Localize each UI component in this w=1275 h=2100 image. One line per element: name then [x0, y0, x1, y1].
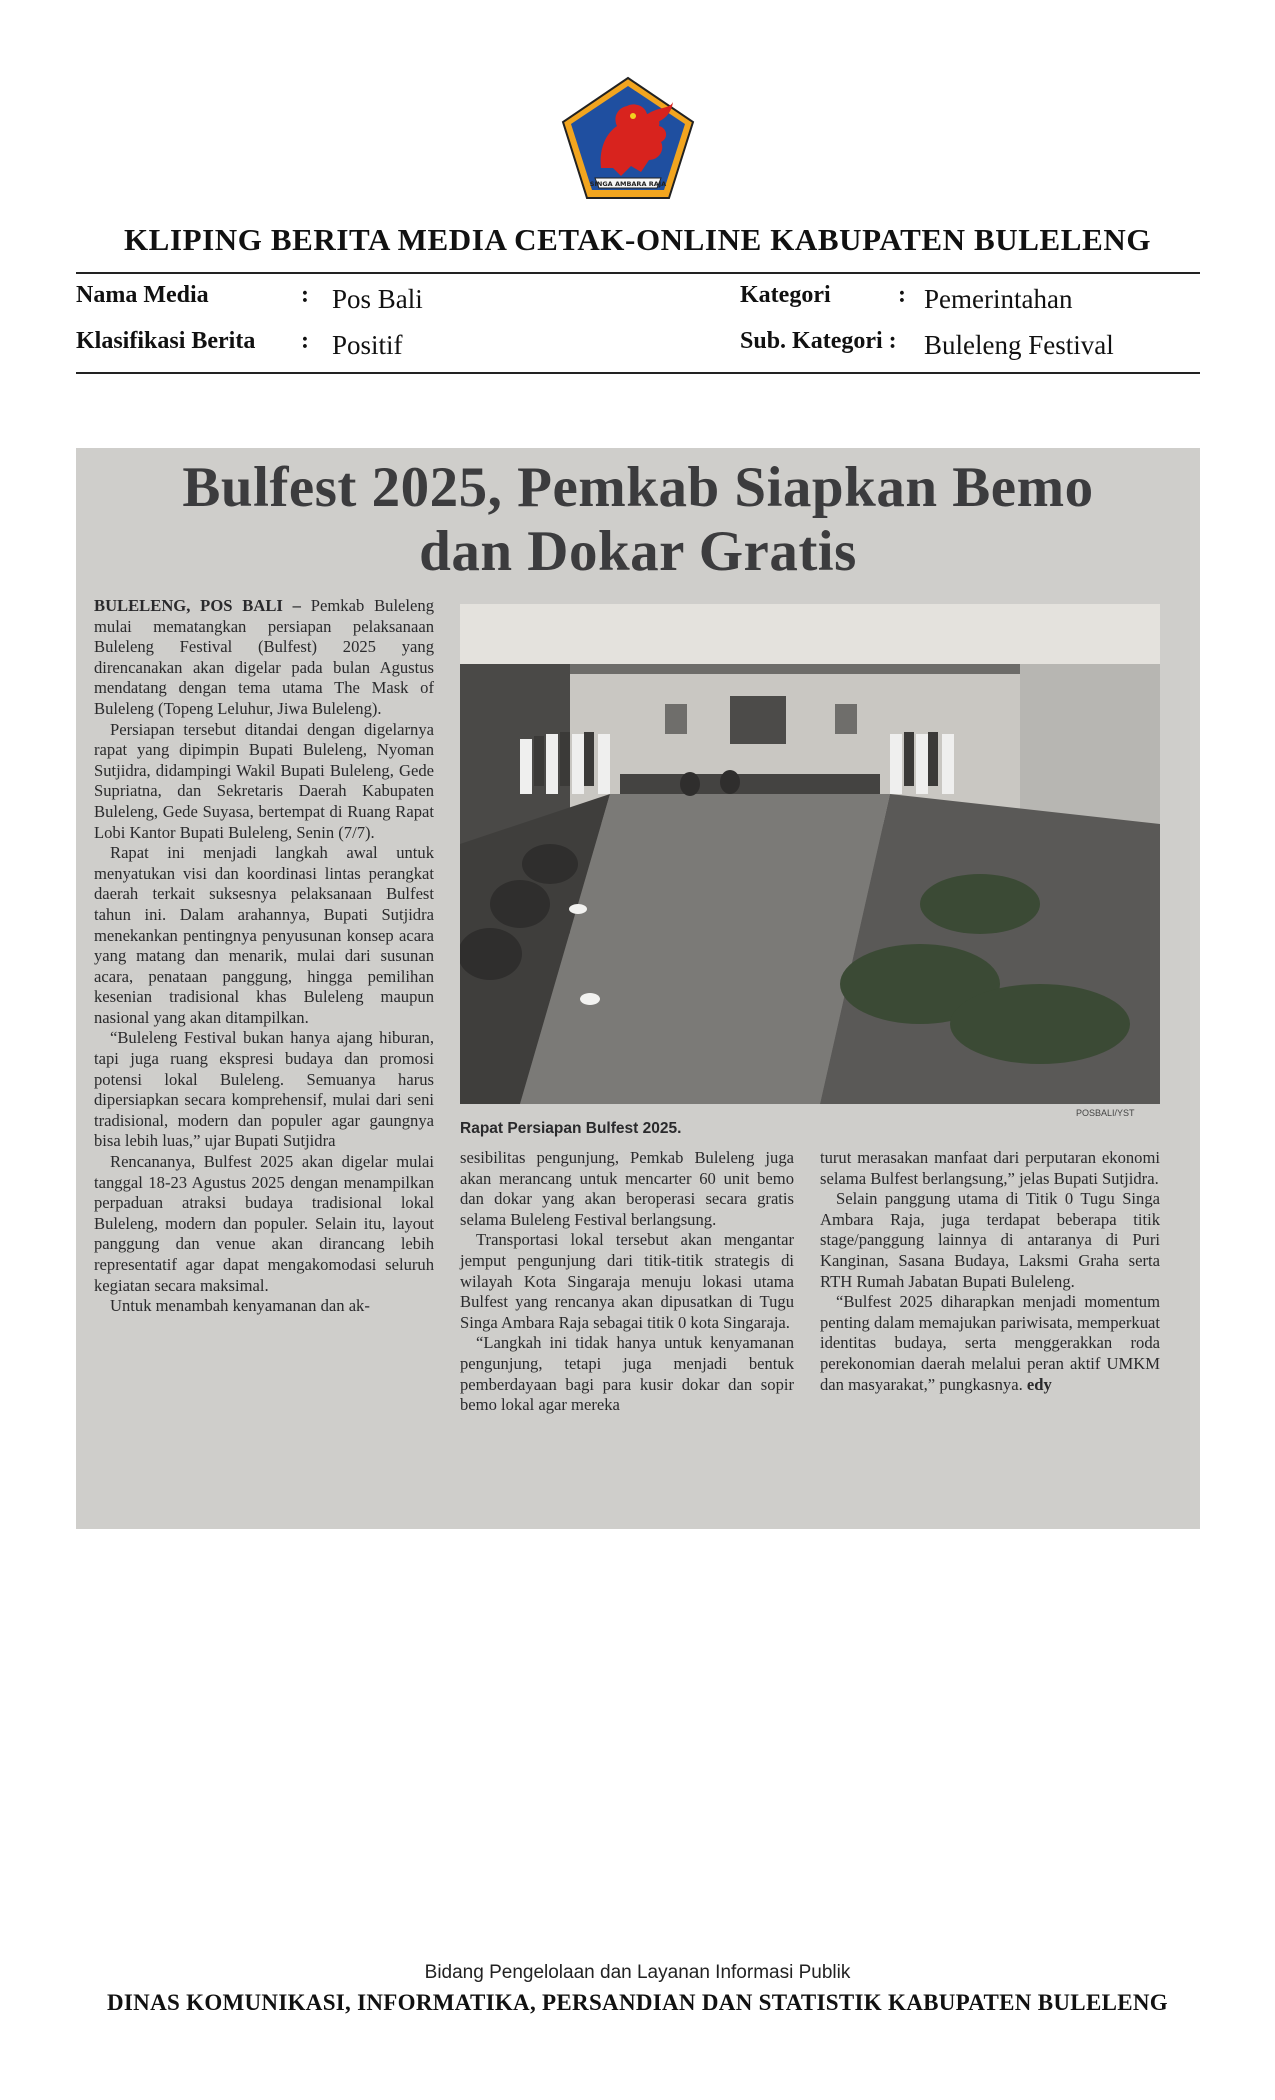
paragraph: “Langkah ini tidak hanya untuk kenyamanan pengunjung, tetapi juga menjadi bentuk pemberdayaan bagi para kusir dokar dan sopir bemo lokal agar mereka: [460, 1333, 794, 1415]
header-divider-bottom: [76, 372, 1200, 374]
headline-line-1: Bulfest 2025, Pemkab Siapkan Bemo: [182, 456, 1094, 519]
kategori-colon: :: [898, 282, 906, 308]
kategori-value: Pemerintahan: [924, 284, 1073, 314]
byline: edy: [1026, 1374, 1052, 1394]
dateline: BULELENG, POS BALI –: [94, 596, 301, 615]
subkategori-label: Sub. Kategori :: [740, 328, 897, 354]
klasifikasi-label: Klasifikasi Berita: [76, 328, 256, 354]
paragraph: Persiapan tersebut ditandai dengan digelarnya rapat yang dipimpin Bupati Buleleng, Nyoman Sutjidra, didampingi Wakil Bupati Buleleng, Gede Supriatna, dan Sekretaris Daerah Kabupaten Buleleng, Gede Suyasa, bertempat di Ruang Rapat Lobi Kantor Bupati Buleleng, Senin (7/7).: [94, 719, 434, 842]
document-title: KLIPING BERITA MEDIA CETAK-ONLINE KABUPATEN BULELENG: [123, 222, 1152, 257]
headline-line-2: dan Dokar Gratis: [419, 520, 857, 583]
paragraph: Rencananya, Bulfest 2025 akan digelar mulai tanggal 18-23 Agustus 2025 dengan menampilkan perpaduan atraksi budaya tradisional lokal Buleleng, modern dan populer. Selain itu, layout panggung dan venue akan dirancang lebih representatif agar dapat mengakomodasi seluruh kegiatan secara maksimal.: [94, 1152, 434, 1295]
media-label: Nama Media: [76, 282, 209, 308]
paragraph: Selain panggung utama di Titik 0 Tugu Singa Ambara Raja, juga terdapat beberapa titik stage/panggung lainnya di antaranya di Puri Kanginan, Sasana Budaya, Laksmi Graha serta RTH Rumah Jabatan Bupati Buleleng.: [820, 1189, 1160, 1291]
paragraph: Untuk menambah kenyamanan dan ak-: [110, 1296, 370, 1316]
photo-credit: POSBALI/YST: [1076, 1108, 1135, 1118]
article-headline: [76, 456, 1200, 584]
paragraph: “Bulfest 2025 diharapkan menjadi momentum penting dalam memajukan pariwisata, memperkuat identitas budaya, serta menggerakkan roda perekonomian daerah melalui peran aktif UMKM dan masyarakat,” pungkasnya. edy: [820, 1292, 1160, 1394]
media-value: Pos Bali: [332, 284, 423, 314]
media-colon: :: [301, 282, 309, 308]
singa-ambara-raja-logo: [561, 76, 695, 200]
subkategori-value: Buleleng Festival: [924, 330, 1114, 360]
paragraph: BULELENG, POS BALI – Pemkab Buleleng mulai mematangkan persiapan pelaksanaan Buleleng Festival (Bulfest) 2025 yang direncanakan akan digelar pada bulan Agustus mendatang dengan tema utama The Mask of Buleleng (Topeng Leluhur, Jiwa Buleleng).: [94, 596, 434, 718]
header-divider-top: [76, 272, 1200, 274]
svg-text:SINGA AMBARA RAJA: SINGA AMBARA RAJA: [589, 180, 667, 188]
paragraph: Rapat ini menjadi langkah awal untuk menyatukan visi dan koordinasi lintas perangkat daerah terkait suksesnya pelaksanaan Bulfest tahun ini. Dalam arahannya, Bupati Sutjidra menekankan pentingnya penyusunan konsep acara yang matang dan menarik, mulai dari susunan acara, penataan panggung, hingga pemilihan kesenian tradisional khas Buleleng maupun nasional yang akan ditampilkan.: [94, 843, 434, 1027]
meeting-photo: [460, 604, 1160, 1104]
kategori-label: Kategori: [740, 282, 831, 308]
article-column-2: [460, 1148, 794, 1416]
footer-subtitle: Bidang Pengelolaan dan Layanan Informasi Publik: [424, 1962, 851, 1983]
footer-title: DINAS KOMUNIKASI, INFORMATIKA, PERSANDIAN DAN STATISTIK KABUPATEN BULELENG: [107, 1990, 1168, 2015]
article-column-1: [94, 596, 434, 1317]
article-column-3: [820, 1148, 1160, 1395]
klasifikasi-colon: :: [301, 328, 309, 354]
klasifikasi-value: Positif: [332, 330, 403, 360]
paragraph: turut merasakan manfaat dari perputaran ekonomi selama Bulfest berlangsung,” jelas Bupati Sutjidra.: [820, 1148, 1160, 1188]
newspaper-clipping: [76, 448, 1200, 1529]
paragraph: Transportasi lokal tersebut akan mengantar jemput pengunjung dari titik-titik strategis di wilayah Kota Singaraja menuju lokasi utama Bulfest yang rencanya akan dipusatkan di Tugu Singa Ambara Raja sebagai titik 0 kota Singaraja.: [460, 1230, 794, 1332]
paragraph: “Buleleng Festival bukan hanya ajang hiburan, tapi juga ruang ekspresi budaya dan promosi potensi lokal Buleleng. Semuanya harus dipersiapkan secara komprehensif, mulai dari seni tradisional, modern dan populer agar gaungnya bisa lebih luas,” ujar Bupati Sutjidra: [94, 1028, 434, 1151]
photo-caption: Rapat Persiapan Bulfest 2025.: [460, 1120, 682, 1137]
paragraph: sesibilitas pengunjung, Pemkab Buleleng juga akan merancang untuk mencarter 60 unit bemo dan dokar yang akan beroperasi secara gratis selama Buleleng Festival berlangsung.: [460, 1148, 794, 1229]
